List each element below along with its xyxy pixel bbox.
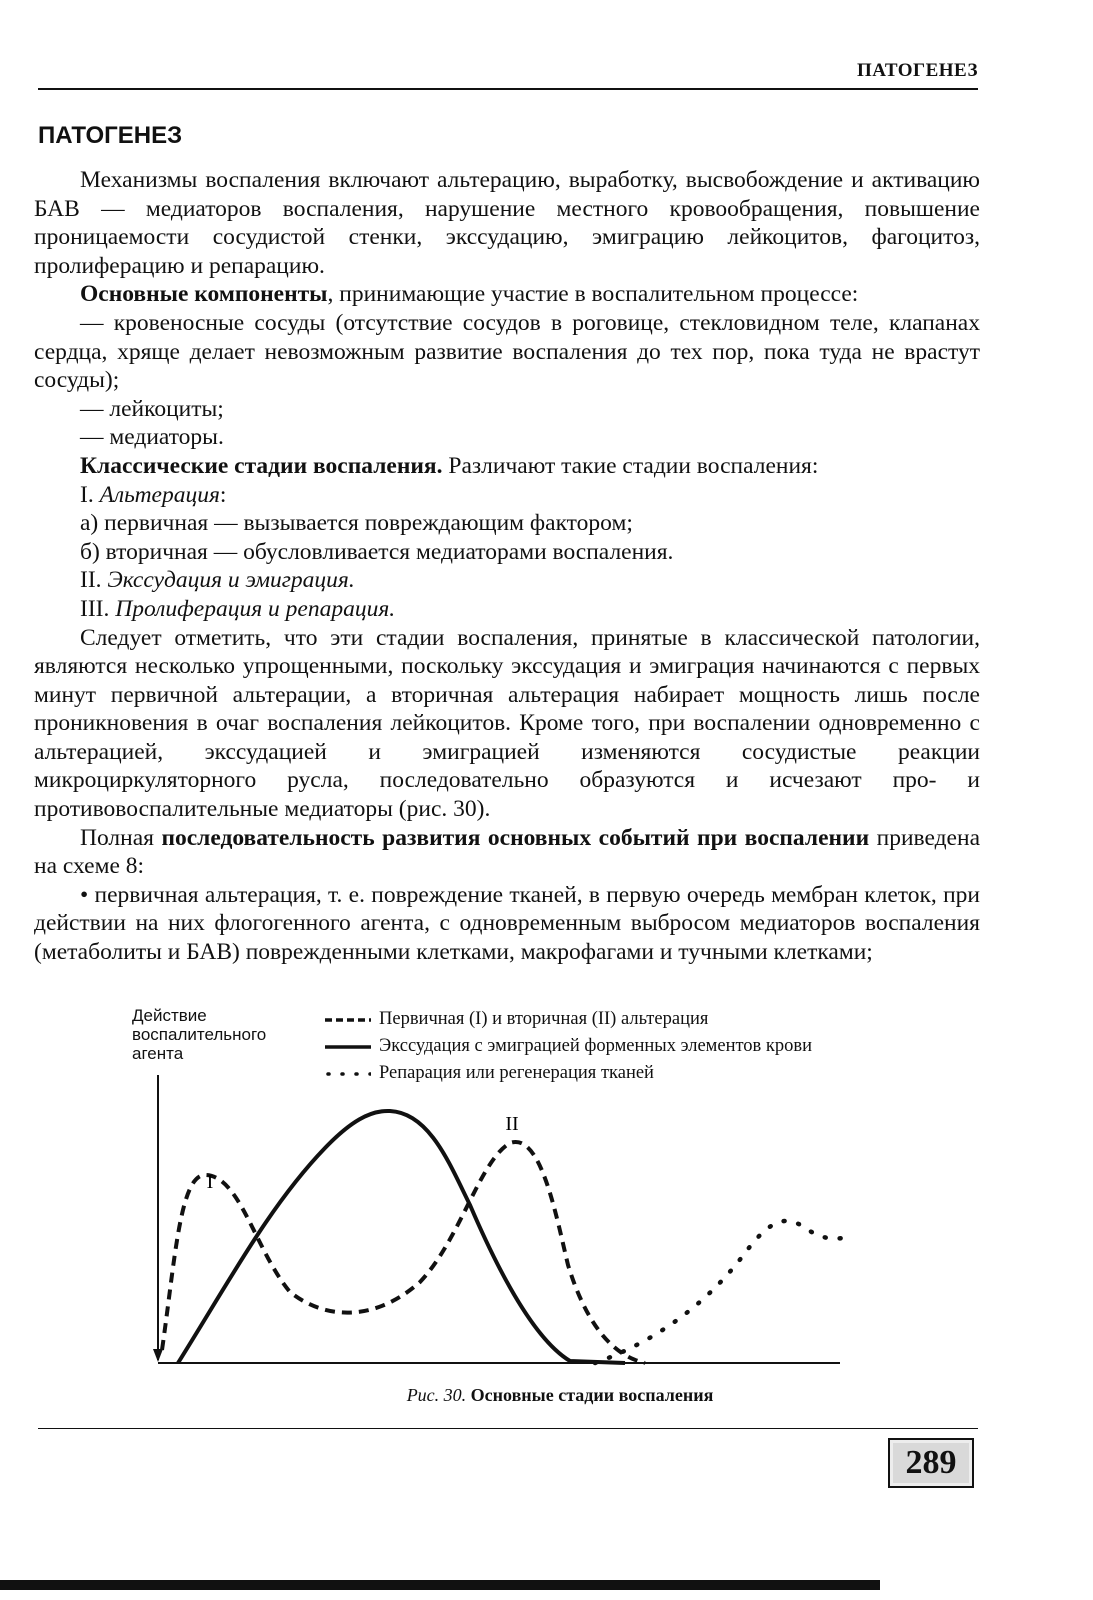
stage-item [34,595,980,624]
paragraph-text: Различают такие стадии воспаления: [442,452,819,479]
axis-arrow-icon [153,1349,163,1362]
caption-number: Рис. 30. [406,1385,467,1405]
paragraph: Механизмы воспаления включают альтерацию, выработку, высвобождение и активацию БАВ — медиаторов воспаления, нарушение местного кровообращения, повышение проницаемости сосудистой стенки, экссудацию, эмиграцию лейкоцитов, фагоцитоз, пролиферацию и репарацию. [34,167,980,279]
stage-number: III. [80,595,116,622]
section-title: ПАТОГЕНЕЗ [38,122,183,149]
list-item: — лейкоциты; [80,395,224,422]
bold-term: последовательность развития основных событий при воспалении [161,824,870,851]
paragraph-text: , принимающие участие в воспалительном процессе: [327,281,859,308]
paragraph [34,824,980,881]
figure-caption [120,1385,1000,1406]
stage-item [34,566,980,595]
caption-title: Основные стадии воспаления [470,1385,714,1405]
stage-name: Пролиферация и репарация. [115,595,396,622]
body-text [34,166,980,967]
stage-name: Альтерация [99,481,220,508]
legend-item-repair [325,1060,812,1087]
stage-name: Экссудация и эмиграция. [107,567,355,594]
exudation-curve [178,1111,625,1363]
figure-30 [120,1000,1000,1420]
paragraph [34,452,980,481]
peak-label-second: II [505,1113,519,1135]
legend-item-exudation [325,1033,812,1060]
paragraph [34,280,980,309]
stage-number: I. [80,481,100,508]
legend [325,1006,812,1087]
stage-colon: : [219,481,227,508]
stage-number: II. [80,567,108,594]
stage-item [34,481,980,510]
y-axis-label: Действие воспалительного агента [132,1006,267,1063]
bottom-rule [38,1428,978,1429]
list-item: б) вторичная — обусловливается медиаторами воспаления. [80,538,674,565]
bold-term: Классические стадии воспаления. [80,452,443,479]
repair-curve [595,1221,842,1363]
legend-label: Репарация или регенерация тканей [379,1063,654,1083]
scan-edge-bar [0,1580,880,1590]
legend-label: Первичная (I) и вторичная (II) альтерация [379,1009,709,1029]
paragraph-text: приведена на схеме 8: [34,824,980,880]
paragraph-text: Полная [80,824,162,851]
solid-line-icon [325,1042,371,1052]
legend-item-alteration [325,1006,812,1033]
dashed-line-icon [325,1015,371,1025]
list-item: а) первичная — вызывается повреждающим фактором; [80,510,633,537]
dotted-line-icon [325,1069,371,1079]
peak-label-first: I [206,1171,214,1193]
list-item: — кровеносные сосуды (отсутствие сосудов в роговице, стекловидном теле, клапанах сердца, хряще делает невозможным развитие воспаления до тех пор, пока туда не врастут сосуды); [34,309,980,394]
paragraph: Следует отметить, что эти стадии воспаления, принятые в классической патологии, являются несколько упрощенными, поскольку экссудация и эмиграция начинаются с первых минут первичной альтерации, а вторичная альтерация набирает мощность лишь после проникновения в очаг воспаления лейкоцитов. Кроме того, при воспалении одновременно с альтерацией, экссудацией и эмиграцией изменяются сосудистые реакции микроциркуляторного русла, последовательно образуются и исчезают про- и противовоспалительные медиаторы (рис. 30). [34,624,980,823]
bullet-item: • первичная альтерация, т. е. повреждение тканей, в первую очередь мембран клеток, при действии на них флогогенного агента, с одновременным выбросом медиаторов воспаления (метаболиты и БАВ) поврежденными клетками, макрофагами и тучными клетками; [34,881,980,966]
legend-label: Экссудация с эмиграцией форменных элементов крови [379,1036,813,1056]
bold-term: Основные компоненты [80,281,328,308]
running-head: ПАТОГЕНЕЗ [38,60,978,90]
page-number: 289 [888,1438,974,1488]
alteration-curve [162,1142,645,1363]
list-item: — медиаторы. [80,424,224,451]
